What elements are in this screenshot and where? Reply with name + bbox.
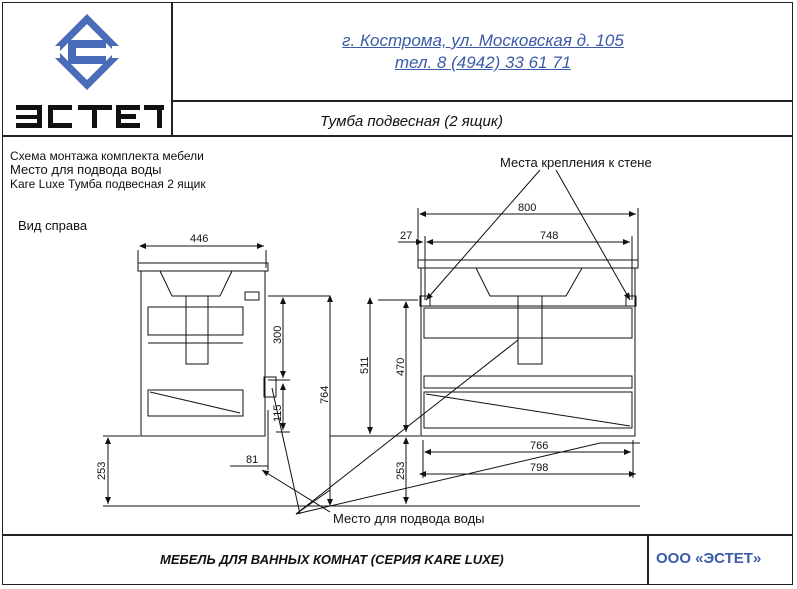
dim-511: 511 — [359, 356, 371, 374]
side-view-cabinet — [138, 263, 276, 436]
dim-81: 81 — [246, 454, 259, 466]
wall-mounts-label: Места крепления к стене — [500, 155, 652, 170]
company-name: ООО «ЭСТЕТ» — [656, 550, 762, 567]
dim-764: 764 — [319, 385, 331, 404]
note-line-2: Место для подвода воды — [10, 162, 162, 177]
product-title: Тумба подвесная (2 ящик) — [320, 113, 503, 130]
dim-115: 115 — [272, 404, 284, 422]
dim-253-side: 253 — [96, 461, 108, 480]
note-line-1: Схема монтажа комплекта мебели — [10, 149, 204, 163]
side-view-label: Вид справа — [18, 218, 88, 233]
water-supply-label: Место для подвода воды — [333, 511, 485, 526]
dim-766: 766 — [530, 440, 549, 452]
note-line-3: Kare Luxe Тумба подвесная 2 ящик — [10, 177, 206, 191]
dim-800: 800 — [518, 202, 537, 214]
phone-line: тел. 8 (4942) 33 61 71 — [394, 53, 572, 72]
dim-470: 470 — [395, 357, 407, 376]
dim-27: 27 — [400, 230, 413, 242]
series-title: МЕБЕЛЬ ДЛЯ ВАННЫХ КОМНАТ (СЕРИЯ KARE LUXE) — [160, 552, 504, 567]
dim-253-front: 253 — [395, 461, 407, 480]
dim-798: 798 — [530, 462, 549, 474]
dim-748: 748 — [540, 230, 559, 242]
address-line: г. Кострома, ул. Московская д. 105 — [342, 31, 624, 50]
dim-446: 446 — [190, 233, 209, 245]
front-view-cabinet — [418, 260, 638, 436]
dim-300: 300 — [272, 325, 284, 344]
